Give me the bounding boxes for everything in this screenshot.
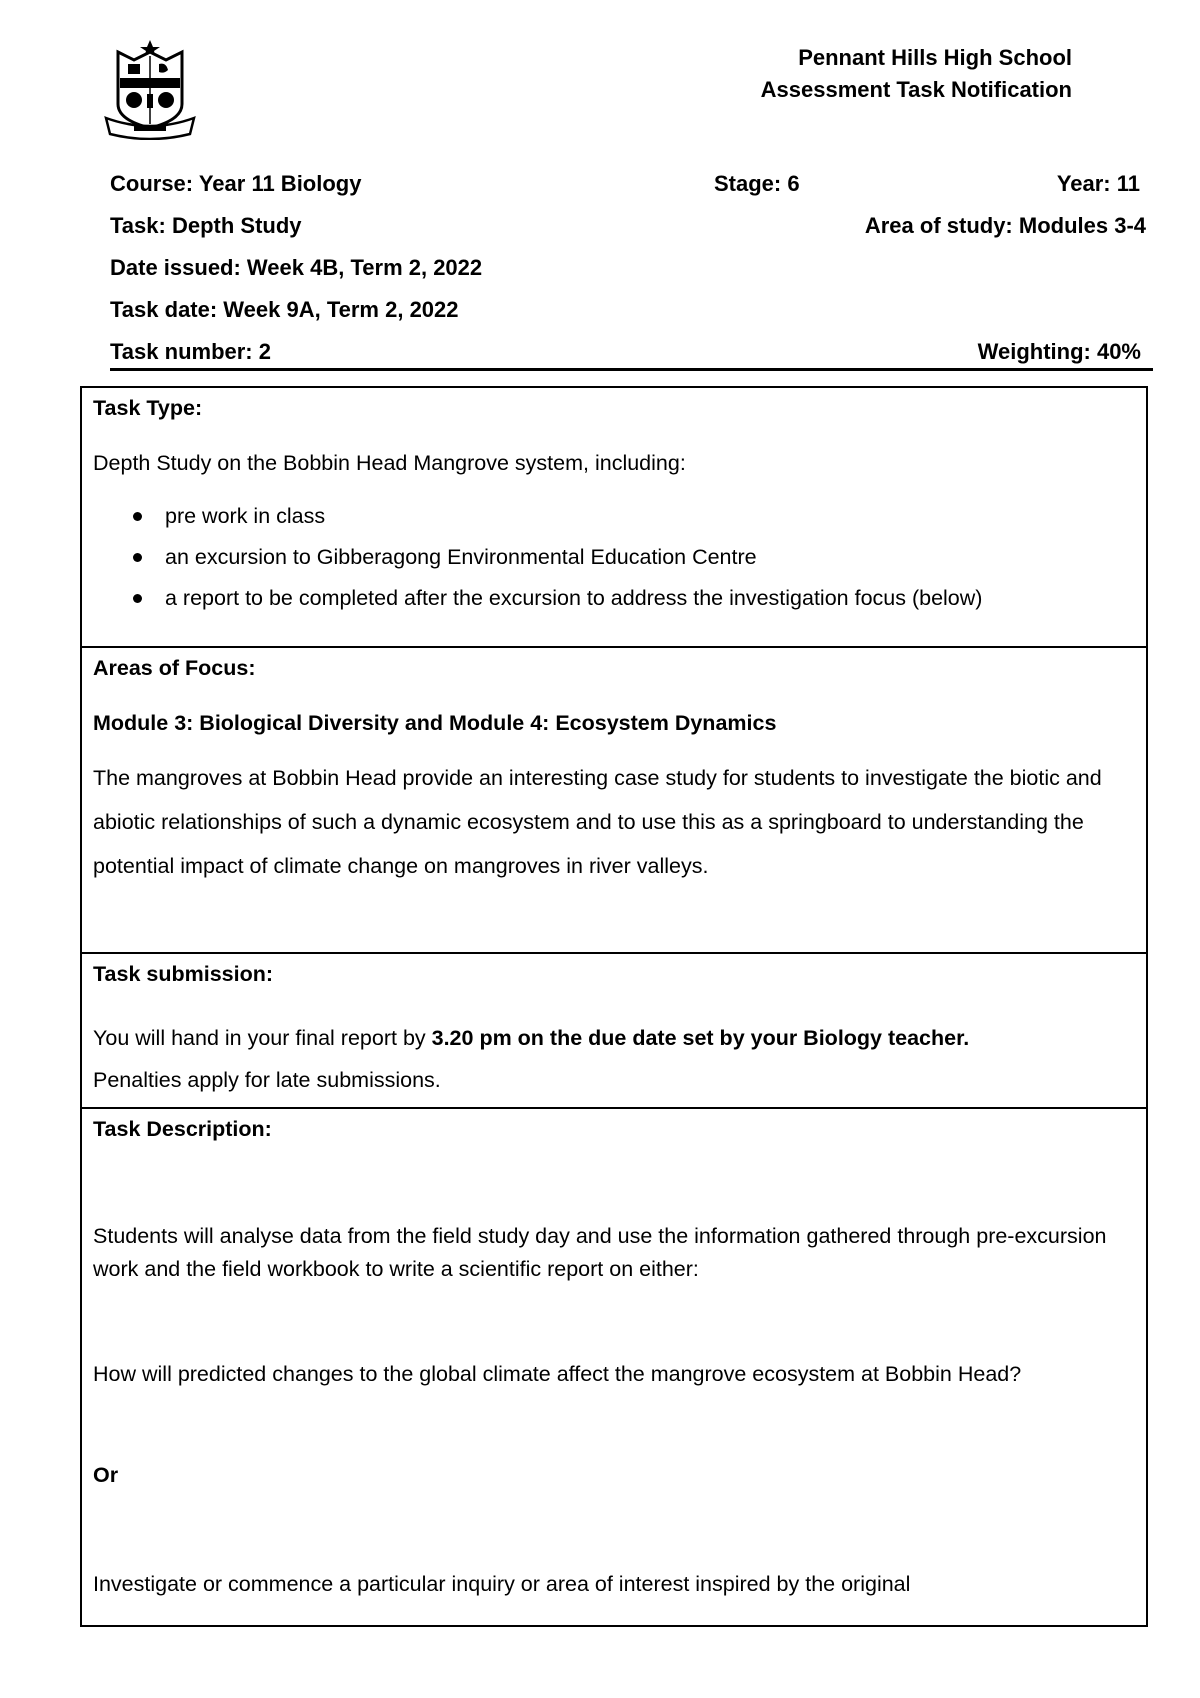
list-item: an excursion to Gibberagong Environmental Education Centre: [133, 537, 1136, 578]
school-name: Pennant Hills High School: [798, 45, 1072, 70]
task-number-label: Task number: 2: [110, 339, 271, 364]
task-info: [110, 171, 1146, 381]
document-title: Assessment Task Notification: [760, 77, 1072, 102]
date-issued-label: Date issued: Week 4B, Term 2, 2022: [110, 255, 483, 280]
task-submission-section: [80, 952, 1148, 1109]
areas-of-focus-title: Areas of Focus:: [93, 656, 256, 680]
task-description-question: How will predicted changes to the global climate affect the mangrove ecosystem at Bobbin Head?: [93, 1362, 1022, 1386]
submission-deadline: 3.20 pm on the due date set by your Biology teacher.: [431, 1026, 970, 1050]
task-type-section: [80, 386, 1148, 648]
list-item: a report to be completed after the excursion to address the investigation focus (below): [133, 578, 1136, 619]
or-label: Or: [93, 1463, 119, 1487]
penalty-text: Penalties apply for late submissions.: [93, 1068, 441, 1092]
task-description-para: Investigate or commence a particular inquiry or area of interest inspired by the original: [93, 1572, 911, 1596]
task-description-title: Task Description:: [93, 1117, 272, 1141]
task-type-title: Task Type:: [93, 396, 203, 420]
area-of-study-label: Area of study: Modules 3-4: [864, 213, 1146, 238]
list-item: pre work in class: [133, 496, 1136, 537]
task-description-para: Students will analyse data from the field study day and use the information gathered through pre-excursion work and the field workbook to write a scientific report on either:: [93, 1224, 1107, 1281]
task-type-list: [93, 496, 1136, 619]
submission-text: You will hand in your final report by: [93, 1026, 432, 1050]
module-subtitle: Module 3: Biological Diversity and Module 4: Ecosystem Dynamics: [93, 711, 777, 735]
year-label: Year: 11: [1056, 171, 1140, 196]
task-submission-title: Task submission:: [93, 962, 274, 986]
areas-of-focus-body: The mangroves at Bobbin Head provide an interesting case study for students to investigate the biotic and abiotic relationships of such a dynamic ecosystem and to use this as a springboard to understanding the potential impact of climate change on mangroves in river valleys.: [93, 766, 1102, 878]
weighting-label: Weighting: 40%: [977, 339, 1141, 364]
course-label: Course: Year 11 Biology: [110, 171, 362, 196]
task-date-label: Task date: Week 9A, Term 2, 2022: [110, 297, 459, 322]
task-label: Task: Depth Study: [110, 213, 302, 238]
areas-of-focus-section: [80, 646, 1148, 954]
task-description-section: [80, 1107, 1148, 1627]
school-crest-icon: [104, 38, 196, 140]
task-submission-text: [93, 1017, 1136, 1101]
school-header: [761, 42, 1072, 106]
stage-label: Stage: 6: [714, 171, 800, 196]
header-divider: [110, 368, 1153, 371]
task-type-intro: Depth Study on the Bobbin Head Mangrove system, including:: [93, 451, 686, 475]
